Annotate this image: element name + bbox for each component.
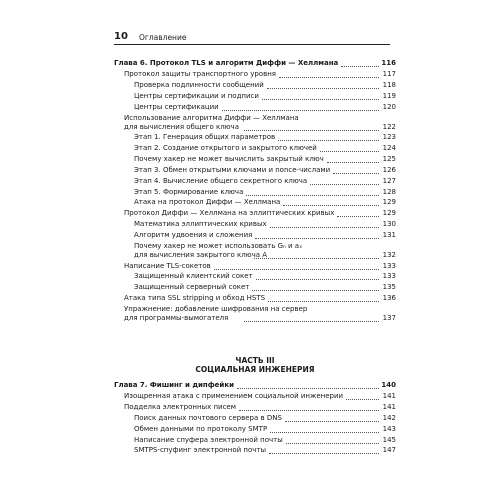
- toc-entry: [114, 103, 396, 113]
- toc-entry-page: 129: [380, 209, 396, 218]
- toc-leader-dots: [254, 258, 379, 259]
- toc-entry-page: 120: [380, 103, 396, 112]
- toc-leader-dots: [244, 130, 379, 131]
- toc-entry-title: Написание TLS-сокетов: [124, 261, 211, 270]
- toc-leader-dots: [244, 321, 379, 322]
- toc-entry-title: Изощренная атака с применением социальной инженерии: [124, 391, 344, 400]
- toc-entry-page: 141: [380, 392, 396, 401]
- toc-leader-dots: [285, 421, 379, 422]
- toc-entry-page: 119: [380, 92, 396, 101]
- toc-entry: [114, 220, 396, 230]
- toc-leader-dots: [268, 301, 379, 302]
- toc-entry-title: Использование алгоритма Диффи — Хеллмана для вычисления общего ключа: [124, 113, 299, 131]
- toc-entry-title: Поиск данных почтового сервера в DNS: [134, 413, 282, 422]
- toc-leader-dots: [269, 453, 379, 454]
- toc-entry: [114, 305, 396, 324]
- toc-leader-dots: [267, 88, 379, 89]
- toc-entry-title: Центры сертификации и подписи: [134, 91, 259, 100]
- toc-leader-dots: [346, 399, 379, 400]
- toc-leader-dots: [310, 184, 379, 185]
- toc-entry: [114, 262, 396, 272]
- toc-entry-page: 128: [380, 188, 396, 197]
- toc-entry: [114, 272, 396, 282]
- toc-entry-page: 133: [380, 262, 396, 271]
- toc-leader-dots: [270, 432, 379, 433]
- toc-entry-page: 122: [380, 123, 396, 132]
- toc-entry-title: Протокол защиты транспортного уровня: [124, 69, 276, 78]
- toc-entry-page: 130: [380, 220, 396, 229]
- toc-entry-title: Защищенный клиентский сокет: [134, 272, 253, 281]
- toc-entry-page: 147: [380, 446, 396, 455]
- toc-entry: [114, 381, 396, 391]
- toc-entry-title: Обмен данными по протоколу SMTP: [134, 424, 268, 433]
- toc-entry-page: 117: [380, 70, 396, 79]
- toc-entry-page: 145: [380, 436, 396, 445]
- toc-entry: [114, 92, 396, 102]
- toc-entry-title: Этап 1. Генерация общих параметров: [134, 133, 276, 141]
- toc-entry-page: 127: [380, 177, 396, 186]
- toc-entry: [114, 114, 396, 133]
- toc-entry-page: 137: [380, 314, 396, 323]
- toc-entry-title: Почему хакер не может использовать Gₙ и aₓ для вычисления закрытого ключа A: [134, 242, 303, 259]
- toc-leader-dots: [246, 195, 379, 196]
- toc-entry-title: Проверка подлинности сообщений: [134, 80, 264, 89]
- toc-entry-page: 125: [380, 155, 396, 164]
- toc-entry-page: 135: [380, 283, 396, 292]
- toc-leader-dots: [278, 140, 379, 141]
- toc-entry: [114, 188, 396, 198]
- part-heading: [114, 356, 396, 374]
- toc-entry-page: 141: [380, 403, 396, 412]
- toc-leader-dots: [255, 238, 379, 239]
- toc-entry-page: 131: [380, 231, 396, 240]
- part-number: ЧАСТЬ III: [235, 356, 275, 365]
- toc-entry-title: Глава 6. Протокол TLS и алгоритм Диффи — Хеллмана: [114, 59, 339, 67]
- toc-leader-dots: [279, 77, 379, 78]
- toc-entry: [114, 155, 396, 165]
- toc-entry-page: 136: [380, 294, 396, 303]
- toc-entry-page: 118: [380, 81, 396, 90]
- toc-entry-page: 123: [380, 133, 396, 142]
- toc-entry: [114, 392, 396, 402]
- toc-entry-page: 132: [380, 251, 396, 260]
- toc-entry-page: 116: [381, 59, 396, 67]
- toc-entry-title: Этап 2. Создание открытого и закрытого ключей: [134, 143, 317, 152]
- toc-entry-title: Этап 3. Обмен открытыми ключами и nonce-числами: [134, 165, 331, 174]
- toc-entry-title: Написание спуфера электронной почты: [134, 435, 283, 444]
- header-rule: [114, 44, 390, 45]
- toc-entry: [114, 144, 396, 154]
- toc-leader-dots: [270, 227, 379, 228]
- toc-entry: [114, 242, 396, 261]
- toc-entry-title: Протокол Диффи — Хеллмана на эллиптических кривых: [124, 209, 335, 218]
- toc-entry-title: Атака на протокол Диффи — Хеллмана: [134, 198, 281, 207]
- toc-leader-dots: [222, 110, 379, 111]
- toc-entry-title: Почему хакер не может вычислить закрытый ключ: [134, 154, 324, 163]
- toc-entry-title: Атака типа SSL stripping и обход HSTS: [124, 294, 266, 303]
- toc-leader-dots: [239, 410, 379, 411]
- toc-entry: [114, 425, 396, 435]
- toc-leader-dots: [333, 173, 379, 174]
- toc-entry-page: 133: [380, 272, 396, 281]
- toc-entry: [114, 70, 396, 80]
- toc-leader-dots: [262, 99, 379, 100]
- toc-entry-page: 142: [380, 414, 396, 423]
- toc-entry: [114, 177, 396, 187]
- toc-entry: [114, 414, 396, 424]
- toc-leader-dots: [256, 279, 379, 280]
- running-header: [114, 31, 390, 45]
- toc-leader-dots: [320, 151, 379, 152]
- toc-entry-title: Упражнение: добавление шифрования на сервер для программы-вымогателя: [124, 305, 308, 323]
- toc-entry-page: 126: [380, 166, 396, 175]
- toc-entry-page: 143: [380, 425, 396, 434]
- toc-entry-title: Защищенный серверный сокет: [134, 283, 250, 292]
- toc-entry: [114, 209, 396, 219]
- toc-entry: [114, 231, 396, 241]
- toc-entry-title: Алгоритм удвоения и сложения: [134, 231, 253, 240]
- toc-leader-dots: [286, 443, 379, 444]
- toc-entry: [114, 294, 396, 304]
- toc-entry: [114, 436, 396, 446]
- toc-entry-title: Глава 7. Фишинг и дипфейки: [114, 381, 234, 389]
- toc-entry: [114, 59, 396, 69]
- toc-leader-dots: [341, 66, 379, 67]
- toc-entry-page: 129: [380, 198, 396, 207]
- toc-leader-dots: [214, 269, 379, 270]
- toc-entry-title: Центры сертификации: [134, 102, 219, 111]
- toc-entry-title: Этап 5. Формирование ключа: [134, 187, 244, 196]
- page-number: 10: [114, 31, 128, 42]
- toc-entry-title: SMTPS-спуфинг электронной почты: [134, 446, 266, 455]
- toc-leader-dots: [237, 388, 379, 389]
- toc-entry: [114, 81, 396, 91]
- toc-entry: [114, 198, 396, 208]
- toc-leader-dots: [327, 162, 379, 163]
- toc-leader-dots: [252, 290, 379, 291]
- toc-entry-title: Этап 4. Вычисление общего секретного ключа: [134, 176, 308, 185]
- toc-leader-dots: [283, 205, 379, 206]
- toc-entry-title: Математика эллиптических кривых: [134, 220, 267, 229]
- toc-entry-page: 140: [381, 381, 396, 389]
- toc-entry: [114, 446, 396, 456]
- toc-entry: [114, 166, 396, 176]
- running-title: Оглавление: [139, 33, 187, 42]
- toc-entry-title: Подделка электронных писем: [124, 402, 237, 411]
- toc-entry-page: 124: [380, 144, 396, 153]
- toc-entry: [114, 133, 396, 143]
- toc-leader-dots: [337, 216, 379, 217]
- part-title: СОЦИАЛЬНАЯ ИНЖЕНЕРИЯ: [195, 365, 315, 374]
- toc-entry: [114, 283, 396, 293]
- toc-entry: [114, 403, 396, 413]
